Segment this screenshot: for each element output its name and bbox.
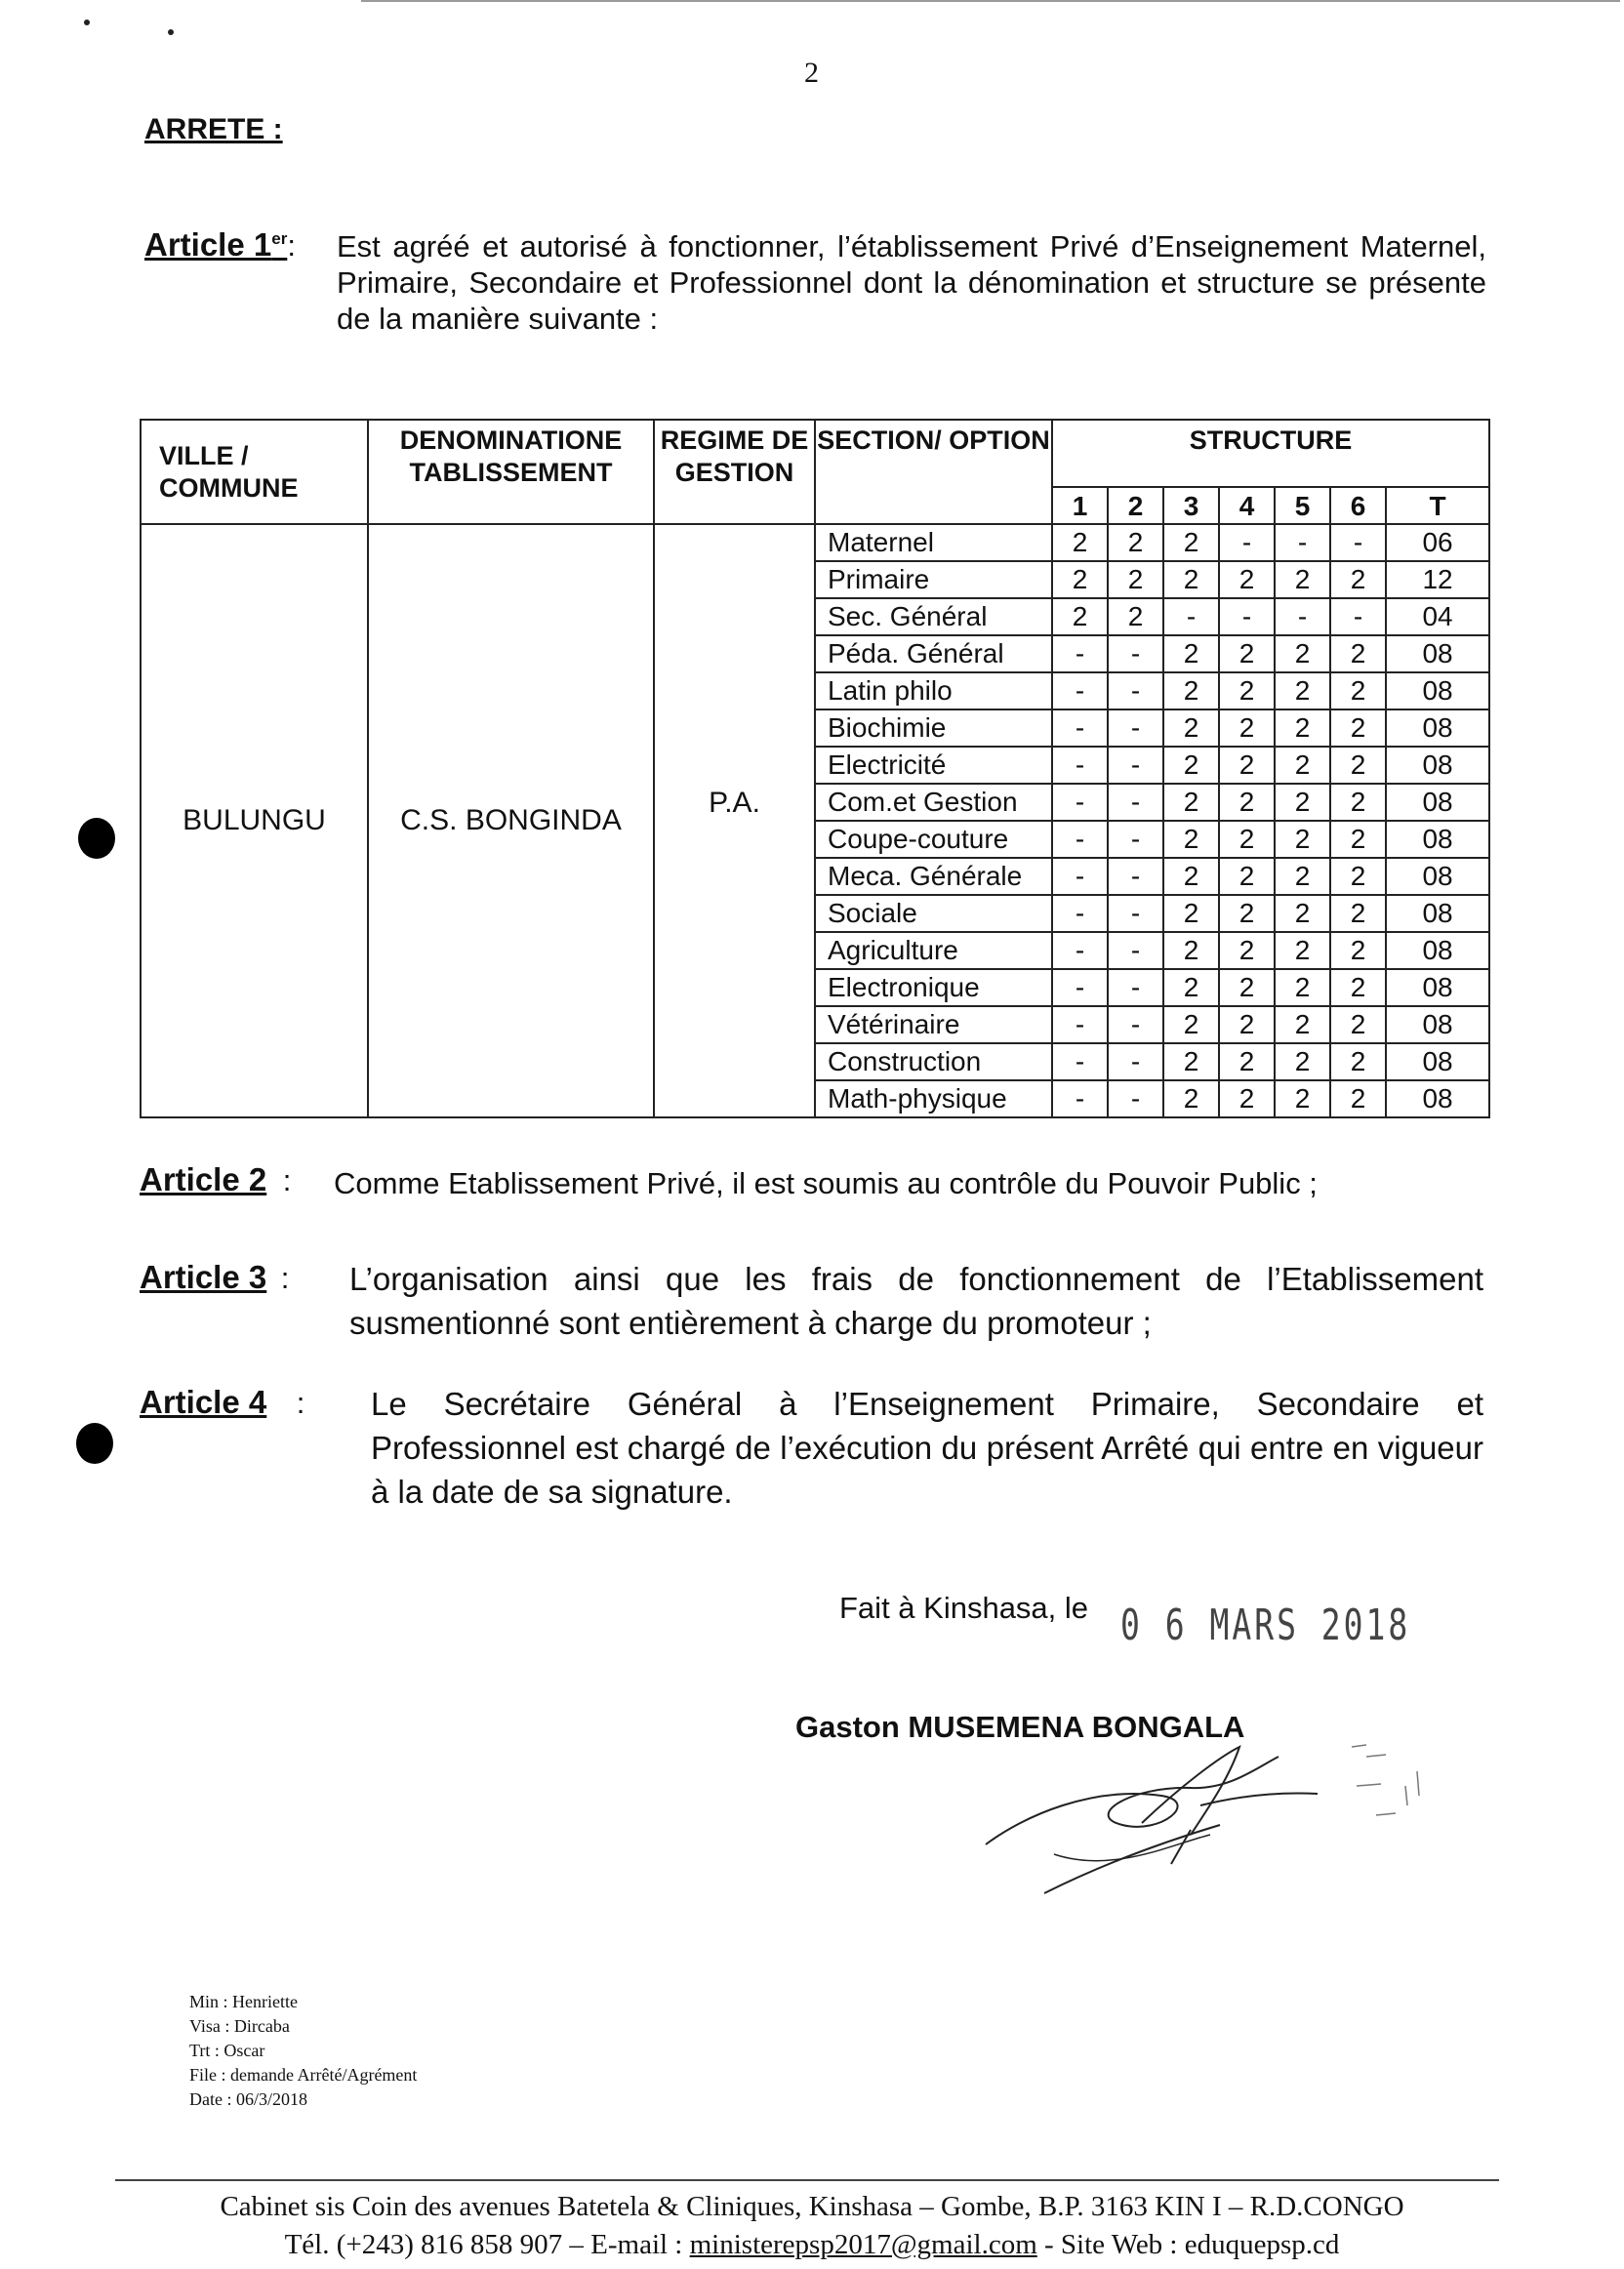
cell-level-value: - [1052,1006,1108,1043]
cell-level-value: 2 [1219,784,1275,821]
cell-level-value: 2 [1330,1080,1386,1117]
footer-rule [115,2179,1499,2181]
cell-ville: BULUNGU [141,524,368,1117]
footer-email-link[interactable]: ministerepsp2017@gmail.com [689,2229,1037,2260]
cell-level-value: 2 [1163,1080,1219,1117]
cell-level-value: - [1108,932,1163,969]
cell-level-value: - [1275,598,1330,635]
cell-level-value: 2 [1163,561,1219,598]
cell-total: 08 [1386,747,1489,784]
cell-total: 08 [1386,1043,1489,1080]
cell-section: Com.et Gestion [815,784,1052,821]
cell-level-value: - [1052,784,1108,821]
cell-level-value: - [1330,524,1386,561]
cell-level-value: 2 [1330,672,1386,709]
cell-section: Electronique [815,969,1052,1006]
cell-total: 08 [1386,895,1489,932]
cell-total: 12 [1386,561,1489,598]
cell-level-value: 2 [1275,747,1330,784]
cell-level-value: 2 [1163,932,1219,969]
date-stamp: 0 6 MARS 2018 [1120,1600,1411,1650]
structure-table [140,419,1490,1118]
footer-site: - Site Web : eduquepsp.cd [1044,2229,1340,2260]
cell-level-value: 2 [1330,747,1386,784]
cell-level-value: 2 [1108,561,1163,598]
article-2-colon: : [282,1163,292,1197]
cell-level-value: - [1052,895,1108,932]
article-1-label: Article 1er [144,226,288,263]
cell-level-value: 2 [1275,1006,1330,1043]
cell-level-value: - [1052,1080,1108,1117]
cell-level-value: 2 [1275,784,1330,821]
cell-level-value: 2 [1219,709,1275,747]
meta-visa: Visa : Dircaba [189,2016,290,2036]
cell-level-value: - [1108,969,1163,1006]
cell-level-value: - [1108,747,1163,784]
cell-section: Math-physique [815,1080,1052,1117]
header-level: 1 [1052,487,1108,524]
cell-level-value: 2 [1275,895,1330,932]
article-1-text: Est agréé et autorisé à fonctionner, l’établissement Privé d’Enseignement Maternel, Primaire, Secondaire et Professionnel dont la dénomination et structure se présente de la manière suivante : [337,229,1486,336]
cell-section: Electricité [815,747,1052,784]
cell-level-value: 2 [1330,821,1386,858]
cell-level-value: 2 [1275,1080,1330,1117]
cell-level-value: 2 [1108,524,1163,561]
cell-level-value: - [1052,858,1108,895]
cell-level-value: 2 [1330,635,1386,672]
header-total: T [1386,487,1489,524]
cell-level-value: - [1108,709,1163,747]
cell-total: 08 [1386,969,1489,1006]
cell-level-value: 2 [1163,1006,1219,1043]
scan-top-line [361,0,1620,2]
cell-total: 08 [1386,784,1489,821]
header-level: 2 [1108,487,1163,524]
cell-level-value: 2 [1330,858,1386,895]
cell-level-value: 2 [1330,709,1386,747]
cell-level-value: - [1219,524,1275,561]
header-level: 3 [1163,487,1219,524]
article-1-label-wrap [144,226,296,263]
cell-level-value: 2 [1163,524,1219,561]
cell-section: Coupe-couture [815,821,1052,858]
handwritten-signature [966,1727,1454,1923]
cell-level-value: 2 [1163,672,1219,709]
cell-level-value: 2 [1330,561,1386,598]
cell-level-value: 2 [1330,932,1386,969]
cell-section: Maternel [815,524,1052,561]
cell-total: 08 [1386,1006,1489,1043]
cell-total: 08 [1386,1080,1489,1117]
cell-denomination: C.S. BONGINDA [368,524,654,1117]
cell-level-value: 2 [1052,524,1108,561]
cell-regime: P.A. [654,524,815,1117]
cell-level-value: - [1108,1043,1163,1080]
footer-tel: Tél. (+243) 816 858 907 – E-mail : [284,2229,683,2260]
page-number: 2 [804,57,819,89]
cell-level-value: - [1163,598,1219,635]
cell-level-value: - [1108,821,1163,858]
cell-level-value: 2 [1163,858,1219,895]
cell-section: Meca. Générale [815,858,1052,895]
cell-total: 08 [1386,858,1489,895]
cell-level-value: - [1052,821,1108,858]
cell-level-value: - [1052,932,1108,969]
meta-file: File : demande Arrêté/Agrément [189,2065,418,2085]
cell-section: Primaire [815,561,1052,598]
cell-level-value: 2 [1163,784,1219,821]
cell-level-value: 2 [1219,895,1275,932]
signer-name: Gaston MUSEMENA BONGALA [795,1710,1245,1744]
cell-level-value: 2 [1219,1006,1275,1043]
meta-min: Min : Henriette [189,1992,298,2011]
cell-level-value: - [1052,1043,1108,1080]
cell-section: Agriculture [815,932,1052,969]
cell-level-value: 2 [1219,672,1275,709]
cell-level-value: 2 [1219,932,1275,969]
article-4-label-wrap [140,1384,304,1421]
cell-level-value: 2 [1219,747,1275,784]
header-structure: STRUCTURE [1052,420,1489,487]
cell-level-value: - [1052,747,1108,784]
header-level: 4 [1219,487,1275,524]
header-level: 6 [1330,487,1386,524]
header-denomination: DENOMINATIONE TABLISSEMENT [368,420,654,524]
cell-level-value: 2 [1219,635,1275,672]
cell-level-value: 2 [1163,821,1219,858]
cell-total: 08 [1386,709,1489,747]
cell-level-value: 2 [1330,1043,1386,1080]
cell-level-value: 2 [1219,821,1275,858]
cell-total: 08 [1386,672,1489,709]
cell-level-value: 2 [1163,709,1219,747]
cell-level-value: - [1275,524,1330,561]
cell-level-value: - [1108,784,1163,821]
cell-level-value: 2 [1275,821,1330,858]
cell-level-value: 2 [1219,1080,1275,1117]
header-ville: VILLE / COMMUNE [141,420,368,524]
punch-hole-mark [76,1423,113,1464]
footer-address: Cabinet sis Coin des avenues Batetela & Cliniques, Kinshasa – Gombe, B.P. 3163 KIN I – R.D.CONGO [220,2191,1404,2222]
cell-level-value: 2 [1163,747,1219,784]
cell-section: Péda. Général [815,635,1052,672]
cell-total: 08 [1386,635,1489,672]
cell-level-value: 2 [1330,969,1386,1006]
cell-total: 08 [1386,932,1489,969]
place-of-signature: Fait à Kinshasa, le [839,1591,1089,1625]
cell-level-value: 2 [1163,895,1219,932]
article-4-text: Le Secrétaire Général à l’Enseignement Primaire, Secondaire et Professionnel est chargé de l’exécution du présent Arrêté qui entre en vigueur à la date de sa signature. [371,1386,1483,1510]
cell-total: 04 [1386,598,1489,635]
article-2-label-wrap [140,1161,291,1198]
article-3-label: Article 3 [140,1259,267,1295]
article-1-colon: : [287,228,296,263]
table-row [141,524,1489,561]
header-regime: REGIME DE GESTION [654,420,815,524]
meta-trt: Trt : Oscar [189,2041,265,2060]
cell-level-value: 2 [1275,1043,1330,1080]
cell-level-value: 2 [1163,1043,1219,1080]
cell-level-value: 2 [1330,784,1386,821]
header-level: 5 [1275,487,1330,524]
cell-level-value: 2 [1219,561,1275,598]
cell-section: Construction [815,1043,1052,1080]
cell-section: Sociale [815,895,1052,932]
cell-level-value: 2 [1052,598,1108,635]
cell-level-value: 2 [1275,932,1330,969]
cell-level-value: 2 [1163,969,1219,1006]
cell-level-value: - [1052,969,1108,1006]
cell-level-value: 2 [1330,1006,1386,1043]
cell-level-value: 2 [1163,635,1219,672]
cell-total: 06 [1386,524,1489,561]
cell-level-value: - [1219,598,1275,635]
cell-level-value: - [1330,598,1386,635]
cell-level-value: 2 [1219,969,1275,1006]
meta-date: Date : 06/3/2018 [189,2089,307,2109]
cell-level-value: 2 [1219,1043,1275,1080]
article-2-text: Comme Etablissement Privé, il est soumis au contrôle du Pouvoir Public ; [334,1166,1318,1200]
cell-section: Biochimie [815,709,1052,747]
article-2-label: Article 2 [140,1161,267,1197]
cell-level-value: 2 [1052,561,1108,598]
cell-level-value: 2 [1275,858,1330,895]
cell-section: Sec. Général [815,598,1052,635]
cell-level-value: 2 [1275,709,1330,747]
cell-level-value: 2 [1219,858,1275,895]
header-section: SECTION/ OPTION [815,420,1052,524]
article-4-label: Article 4 [140,1384,267,1420]
punch-hole-mark [78,818,115,859]
article-4-colon: : [296,1386,305,1420]
cell-level-value: 2 [1275,969,1330,1006]
cell-level-value: - [1108,1080,1163,1117]
scan-speck [84,20,90,25]
cell-level-value: - [1108,635,1163,672]
cell-level-value: 2 [1275,635,1330,672]
scan-speck [168,29,174,35]
cell-level-value: 2 [1108,598,1163,635]
cell-level-value: - [1108,858,1163,895]
cell-total: 08 [1386,821,1489,858]
cell-level-value: 2 [1275,672,1330,709]
cell-level-value: - [1108,672,1163,709]
article-3-text: L’organisation ainsi que les frais de fonctionnement de l’Etablissement susmentionné sont entièrement à charge du promoteur ; [349,1261,1483,1341]
cell-level-value: 2 [1275,561,1330,598]
cell-level-value: - [1052,709,1108,747]
cell-level-value: - [1052,635,1108,672]
cell-level-value: - [1108,1006,1163,1043]
footer-contact [0,2229,1624,2261]
cell-level-value: - [1052,672,1108,709]
cell-section: Vétérinaire [815,1006,1052,1043]
article-3-colon: : [280,1261,290,1295]
decree-heading: ARRETE : [144,113,283,145]
article-3-label-wrap [140,1259,289,1296]
cell-level-value: 2 [1330,895,1386,932]
cell-section: Latin philo [815,672,1052,709]
cell-level-value: - [1108,895,1163,932]
